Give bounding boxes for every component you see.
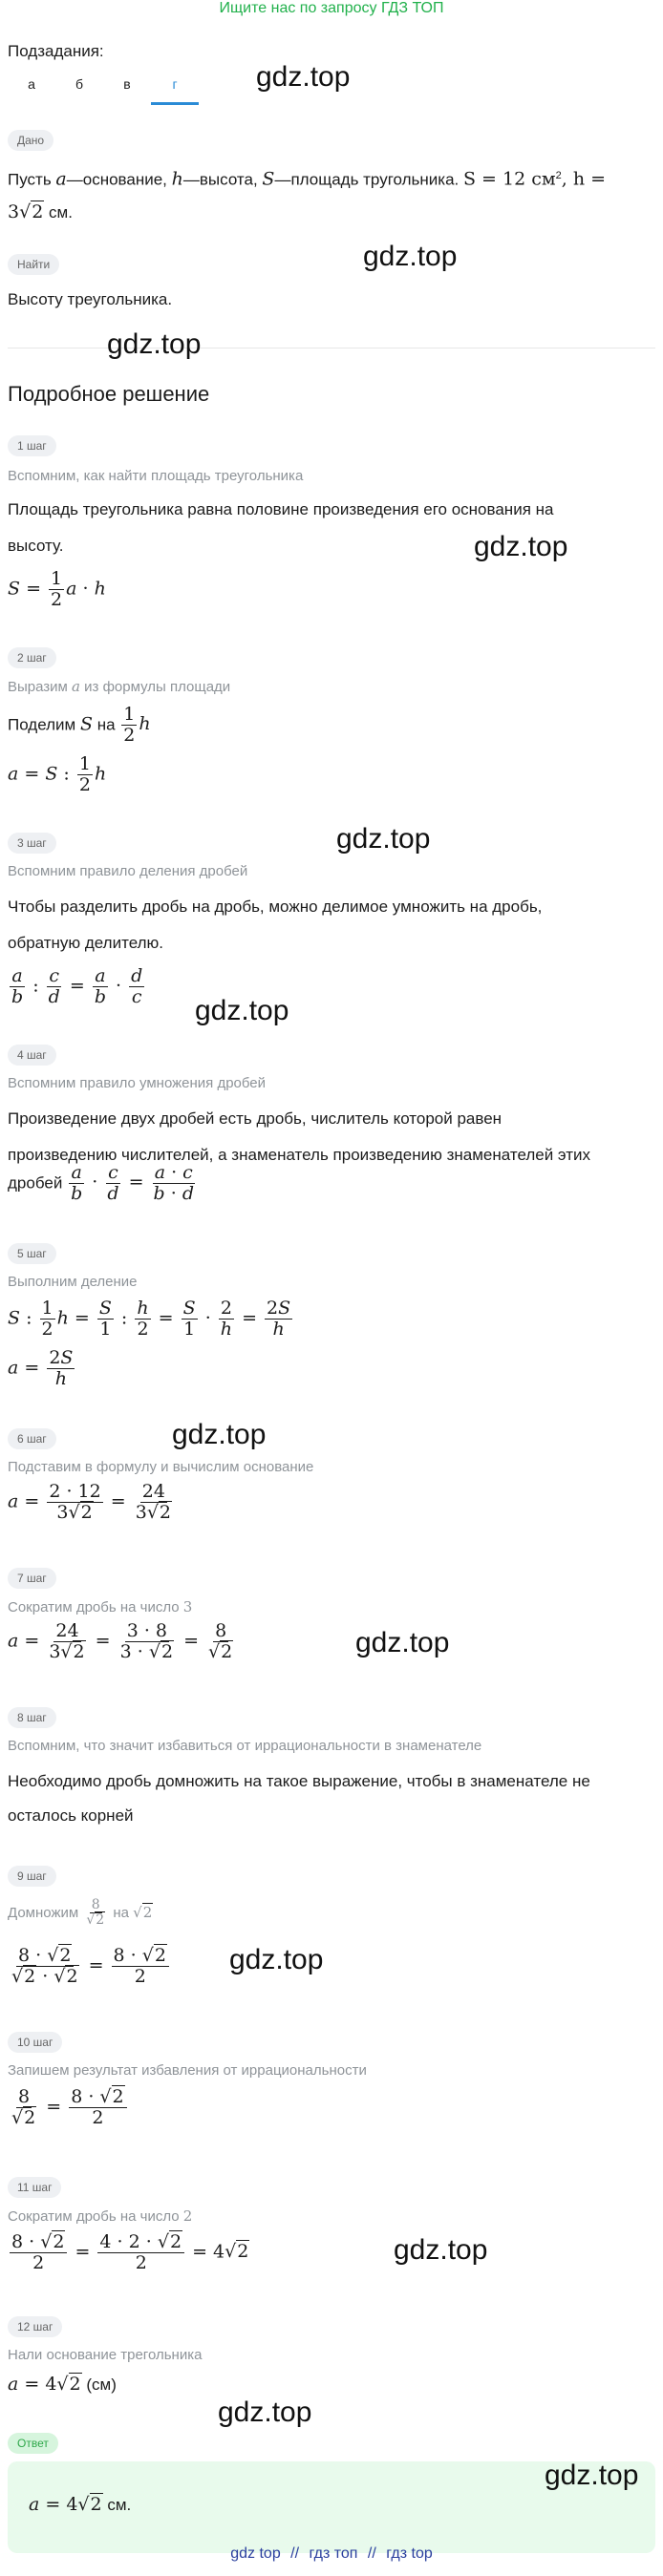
- watermark: gdz.top: [107, 328, 202, 360]
- formula-a: a = S : $\frac{1}{2}$ h: [8, 753, 107, 795]
- step-text: осталось корней: [8, 1806, 134, 1825]
- subtasks-title: Подзадания:: [8, 42, 104, 60]
- footer-separator: //: [290, 2545, 300, 2562]
- given-badge: Дано: [8, 130, 53, 151]
- step-badge: 1 шаг: [8, 435, 56, 456]
- step-hint: Домножим $\frac{8}{√2}$ на √2: [8, 1897, 153, 1929]
- tab-g[interactable]: г: [151, 67, 199, 105]
- step-hint: Запишем результат избавления от иррациональности: [8, 2062, 367, 2079]
- tab-b[interactable]: б: [75, 76, 84, 92]
- formula-rationalized: $\frac{8}{√2}$ = $\frac{8 \cdot √2}{2}$: [8, 2087, 129, 2128]
- watermark: gdz.top: [363, 241, 458, 272]
- step-hint: Вспомним, как найти площадь треугольника: [8, 468, 304, 484]
- given-text: Пусть a—основание, h—высота, S—площадь тругольника. S = 12 $см^2$, h =: [8, 168, 607, 190]
- formula-reduce: a = $\frac{24}{3√2}$ = $\frac{3 \cdot 8}{3 \cdot √2}$ = $\frac{8}{√2}$: [8, 1620, 233, 1662]
- footer-separator: //: [367, 2545, 376, 2562]
- watermark: gdz.top: [218, 2397, 312, 2428]
- step-hint: Вспомним правило умножения дробей: [8, 1075, 267, 1091]
- step-badge: 7 шаг: [8, 1568, 56, 1589]
- watermark: gdz.top: [336, 823, 431, 855]
- step-hint: Вспомним, что значит избавиться от иррациональности в знаменателе: [8, 1738, 482, 1754]
- step-badge: 10 шаг: [8, 2032, 62, 2053]
- search-banner: Ищите нас по запросу ГДЗ ТОП: [219, 0, 444, 16]
- footer-links: [0, 2545, 663, 2563]
- step-badge: 8 шаг: [8, 1707, 56, 1728]
- subtask-tabs: [8, 67, 199, 105]
- formula-area: S = $\frac{1}{2}$ a · h: [8, 568, 106, 610]
- watermark: gdz.top: [474, 531, 568, 562]
- answer-badge: Ответ: [8, 2433, 58, 2454]
- formula-rationalize: $\frac{8 \cdot √2}{√2 \cdot √2}$ = $\frac{8 \cdot √2}{2}$: [8, 1946, 171, 1987]
- step-hint: Сократим дробь на число 2: [8, 2207, 193, 2225]
- given-height-value: 3√2 см.: [8, 201, 73, 222]
- step-badge: 3 шаг: [8, 833, 56, 854]
- step-hint: Выразим a из формулы площади: [8, 678, 231, 695]
- formula-reduce-2: $\frac{8 \cdot √2}{2}$ = $\frac{4 \cdot 2 \cdot √2}{2}$ = 4√2: [11, 2231, 249, 2273]
- step-text: обратную делителю.: [8, 934, 163, 952]
- formula-a-result: a = $\frac{2S}{h}$: [8, 1347, 74, 1389]
- footer-link[interactable]: гдз топ: [309, 2545, 358, 2562]
- watermark: gdz.top: [256, 61, 351, 93]
- step-text: Площадь треугольника равна половине произведения его основания на: [8, 500, 554, 518]
- watermark: gdz.top: [195, 995, 289, 1026]
- step-badge: 4 шаг: [8, 1045, 56, 1066]
- footer-link[interactable]: gdz top: [230, 2545, 281, 2562]
- step-hint: Подставим в формулу и вычислим основание: [8, 1459, 314, 1475]
- find-text: Высоту треугольника.: [8, 290, 173, 308]
- tab-v[interactable]: в: [123, 76, 131, 92]
- step-text: дробей $\frac{a}{b}$ · $\frac{c}{d}$ = $\frac{a \cdot c}{b \cdot d}$: [8, 1162, 194, 1204]
- tab-a[interactable]: а: [28, 76, 35, 92]
- step-badge: 9 шаг: [8, 1866, 56, 1887]
- step-hint: Вспомним правило деления дробей: [8, 863, 248, 879]
- step-text: Необходимо дробь домножить на такое выражение, чтобы в знаменателе не: [8, 1772, 590, 1790]
- step-text: Поделим S на $\frac{1}{2}$ h: [8, 704, 151, 746]
- watermark: gdz.top: [394, 2234, 488, 2266]
- watermark: gdz.top: [229, 1944, 324, 1975]
- footer-link[interactable]: гдз top: [386, 2545, 433, 2562]
- step-badge: 2 шаг: [8, 647, 56, 668]
- formula-final: a = 4√2 (см): [8, 2374, 117, 2395]
- watermark: gdz.top: [355, 1627, 450, 1658]
- find-badge: Найти: [8, 254, 59, 275]
- step-hint: Сократим дробь на число 3: [8, 1598, 193, 1615]
- formula-substitute: a = $\frac{2 \cdot 12}{3√2}$ = $\frac{24}{3√2}$: [8, 1481, 172, 1523]
- step-badge: 6 шаг: [8, 1428, 56, 1449]
- step-badge: 5 шаг: [8, 1243, 56, 1264]
- formula-division-result: S : $\frac{1}{2}$ h = $\frac{S}{1}$ : $\frac{h}{2}$ = $\frac{S}{1}$ · $\frac{2}{h}$ = $\frac{2S}{h}$: [8, 1298, 291, 1340]
- step-text: произведению числителей, а знаменатель произведению знаменателей этих: [8, 1146, 591, 1164]
- step-hint: Нали основание трегольника: [8, 2347, 203, 2363]
- step-text: высоту.: [8, 537, 64, 555]
- step-text: Произведение двух дробей есть дробь, числитель которой равен: [8, 1109, 503, 1128]
- solution-title: Подробное решение: [8, 382, 210, 406]
- step-hint: Выполним деление: [8, 1274, 138, 1290]
- formula-division: $\frac{a}{b}$ : $\frac{c}{d}$ = $\frac{a}{b}$ · $\frac{d}{c}$: [11, 965, 143, 1007]
- watermark: gdz.top: [172, 1419, 267, 1450]
- step-text: Чтобы разделить дробь на дробь, можно делимое умножить на дробь,: [8, 897, 543, 916]
- answer-value: a = 4√2 см.: [29, 2494, 132, 2515]
- step-badge: 11 шаг: [8, 2177, 61, 2198]
- watermark: gdz.top: [545, 2460, 639, 2491]
- step-badge: 12 шаг: [8, 2316, 62, 2337]
